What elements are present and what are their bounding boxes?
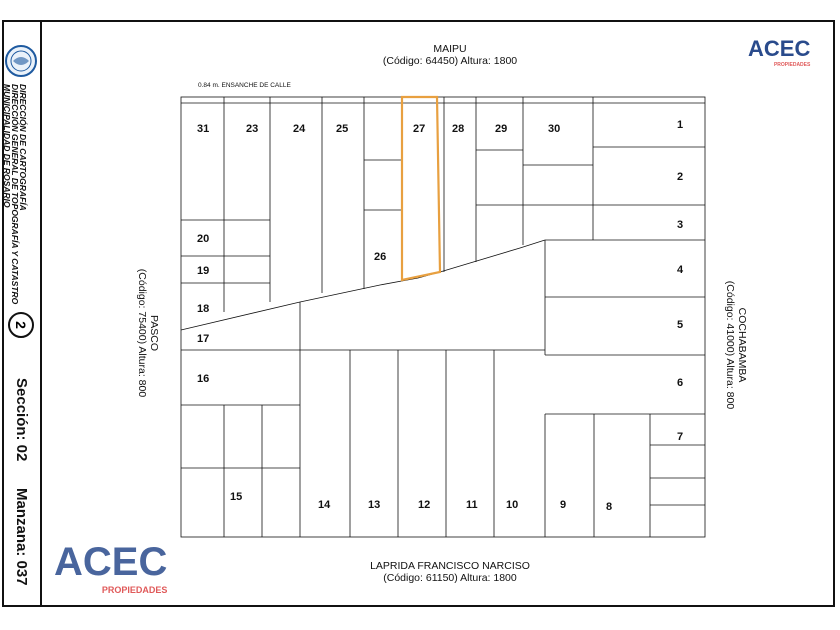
parcel-29: 29: [495, 123, 508, 135]
district-number: 2: [12, 321, 29, 329]
parcel-16: 16: [197, 373, 210, 385]
org-line-3: MUNICIPALIDAD DE ROSARIO: [2, 84, 12, 208]
diagonal-lot-line: [181, 240, 545, 330]
parcel-13: 13: [368, 499, 381, 511]
parcel-24: 24: [293, 123, 306, 135]
parcel-3: 3: [677, 219, 684, 231]
manzana-label: Manzana: 037: [13, 488, 30, 586]
street-east-code: (Código: 41000) Altura: 800: [724, 280, 736, 410]
watermark-bottom-tagline: PROPIEDADES: [101, 585, 168, 595]
parcel-15: 15: [230, 491, 243, 503]
parcel-9: 9: [560, 499, 567, 511]
parcel-26: 26: [374, 251, 387, 263]
parcel-2: 2: [677, 171, 684, 183]
parcel-30: 30: [548, 123, 561, 135]
parcel-28: 28: [452, 123, 465, 135]
parcel-10: 10: [506, 499, 519, 511]
watermark-bottom: [54, 540, 167, 595]
parcel-25: 25: [336, 123, 349, 135]
street-west-name: PASCO: [148, 315, 160, 351]
block-lines: [181, 97, 705, 537]
street-south-code: (Código: 61150) Altura: 1800: [383, 572, 517, 584]
parcel-6: 6: [677, 377, 684, 389]
street-east-name: COCHABAMBA: [736, 307, 748, 383]
street-north-name: MAIPU: [433, 43, 467, 55]
org-line-2: DIRECCIÓN GENERAL DE TOPOGRAFÍA Y CATASTRO: [10, 84, 20, 305]
watermark-top-brand: ACEC: [748, 36, 811, 61]
parcel-7: 7: [677, 431, 684, 443]
parcel-14: 14: [318, 499, 331, 511]
street-south-name: LAPRIDA FRANCISCO NARCISO: [370, 560, 530, 572]
parcel-18: 18: [197, 303, 210, 315]
street-west-code: (Código: 75400) Altura: 800: [136, 268, 148, 398]
org-line-1: DIRECCIÓN DE CARTOGRAFÍA: [18, 84, 28, 211]
parcel-20: 20: [197, 233, 210, 245]
parcel-1: 1: [677, 119, 684, 131]
parcel-19: 19: [197, 265, 210, 277]
parcel-23: 23: [246, 123, 259, 135]
watermark-bottom-brand: ACEC: [54, 540, 168, 584]
parcel-17: 17: [197, 333, 210, 345]
parcel-27: 27: [413, 123, 426, 135]
parcel-5: 5: [677, 319, 684, 331]
street-north-code: (Código: 64450) Altura: 1800: [382, 55, 518, 67]
parcel-31: 31: [197, 123, 210, 135]
parcel-11: 11: [466, 499, 478, 511]
street-widening-note: 0.84 m. ENSANCHE DE CALLE: [198, 82, 291, 89]
block-outline: [181, 97, 705, 537]
watermark-top: [748, 36, 810, 68]
parcel-12: 12: [418, 499, 431, 511]
parcel-8: 8: [606, 501, 613, 513]
parcel-4: 4: [677, 264, 684, 276]
watermark-top-tagline: PROPIEDADES: [773, 62, 811, 68]
seccion-label: Sección: 02: [13, 378, 30, 462]
